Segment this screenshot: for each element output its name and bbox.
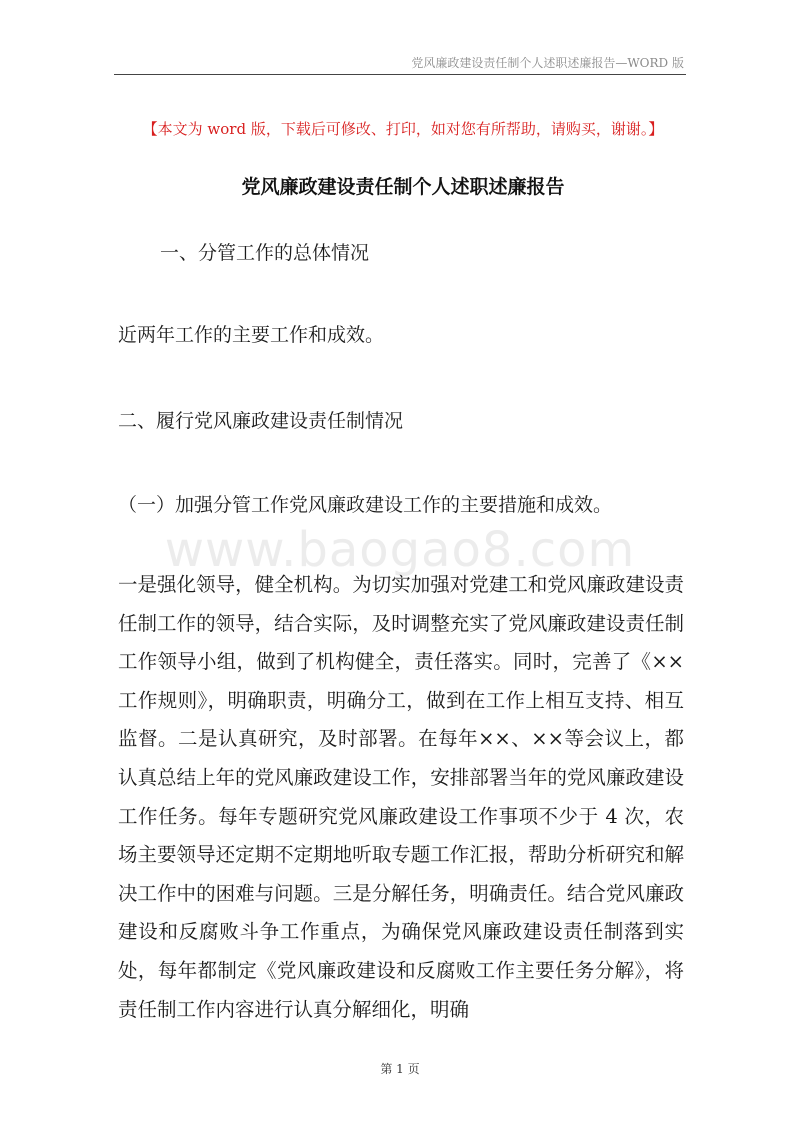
- section-heading-1: 一、分管工作的总体情况: [160, 242, 370, 264]
- subsection-heading-1: （一）加强分管工作党风廉政建设工作的主要措施和成效。: [118, 494, 613, 516]
- header-divider: [114, 74, 686, 75]
- watermark: www.baogao8.com: [164, 522, 636, 578]
- download-notice: 【本文为 word 版，下载后可修改、打印，如对您有所帮助，请购买，谢谢。】: [142, 120, 664, 138]
- running-header: 党风廉政建设责任制个人述职述廉报告—WORD 版: [411, 56, 684, 70]
- page-number: 第 1 页: [380, 1062, 420, 1076]
- section-heading-2: 二、履行党风廉政建设责任制情况: [118, 410, 404, 432]
- paragraph-1: 近两年工作的主要工作和成效。: [118, 324, 385, 346]
- document-title: 党风廉政建设责任制个人述职述廉报告: [241, 176, 565, 198]
- body-paragraph: 一是强化领导，健全机构。为切实加强对党建工和党风廉政建设责任制工作的领导，结合实际，及时调整充实了党风廉政建设责任制工作领导小组，做到了机构健全，责任落实。同时，完善了《××工作规则》，明确职责，明确分工，做到在工作上相互支持、相互监督。二是认真研究，及时部署。在每年××、××等会议上，都认真总结上年的党风廉政建设工作，安排部署当年的党风廉政建设工作任务。每年专题研究党风廉政建设工作事项不少于 4 次，农场主要领导还定期不定期地听取专题工作汇报，帮助分析研究和解决工作中的困难与问题。三是分解任务，明确责任。结合党风廉政建设和反腐败斗争工作重点，为确保党风廉政建设责任制落到实处，每年都制定《党风廉政建设和反腐败工作主要任务分解》，将责任制工作内容进行认真分解细化，明确: [118, 573, 684, 1021]
